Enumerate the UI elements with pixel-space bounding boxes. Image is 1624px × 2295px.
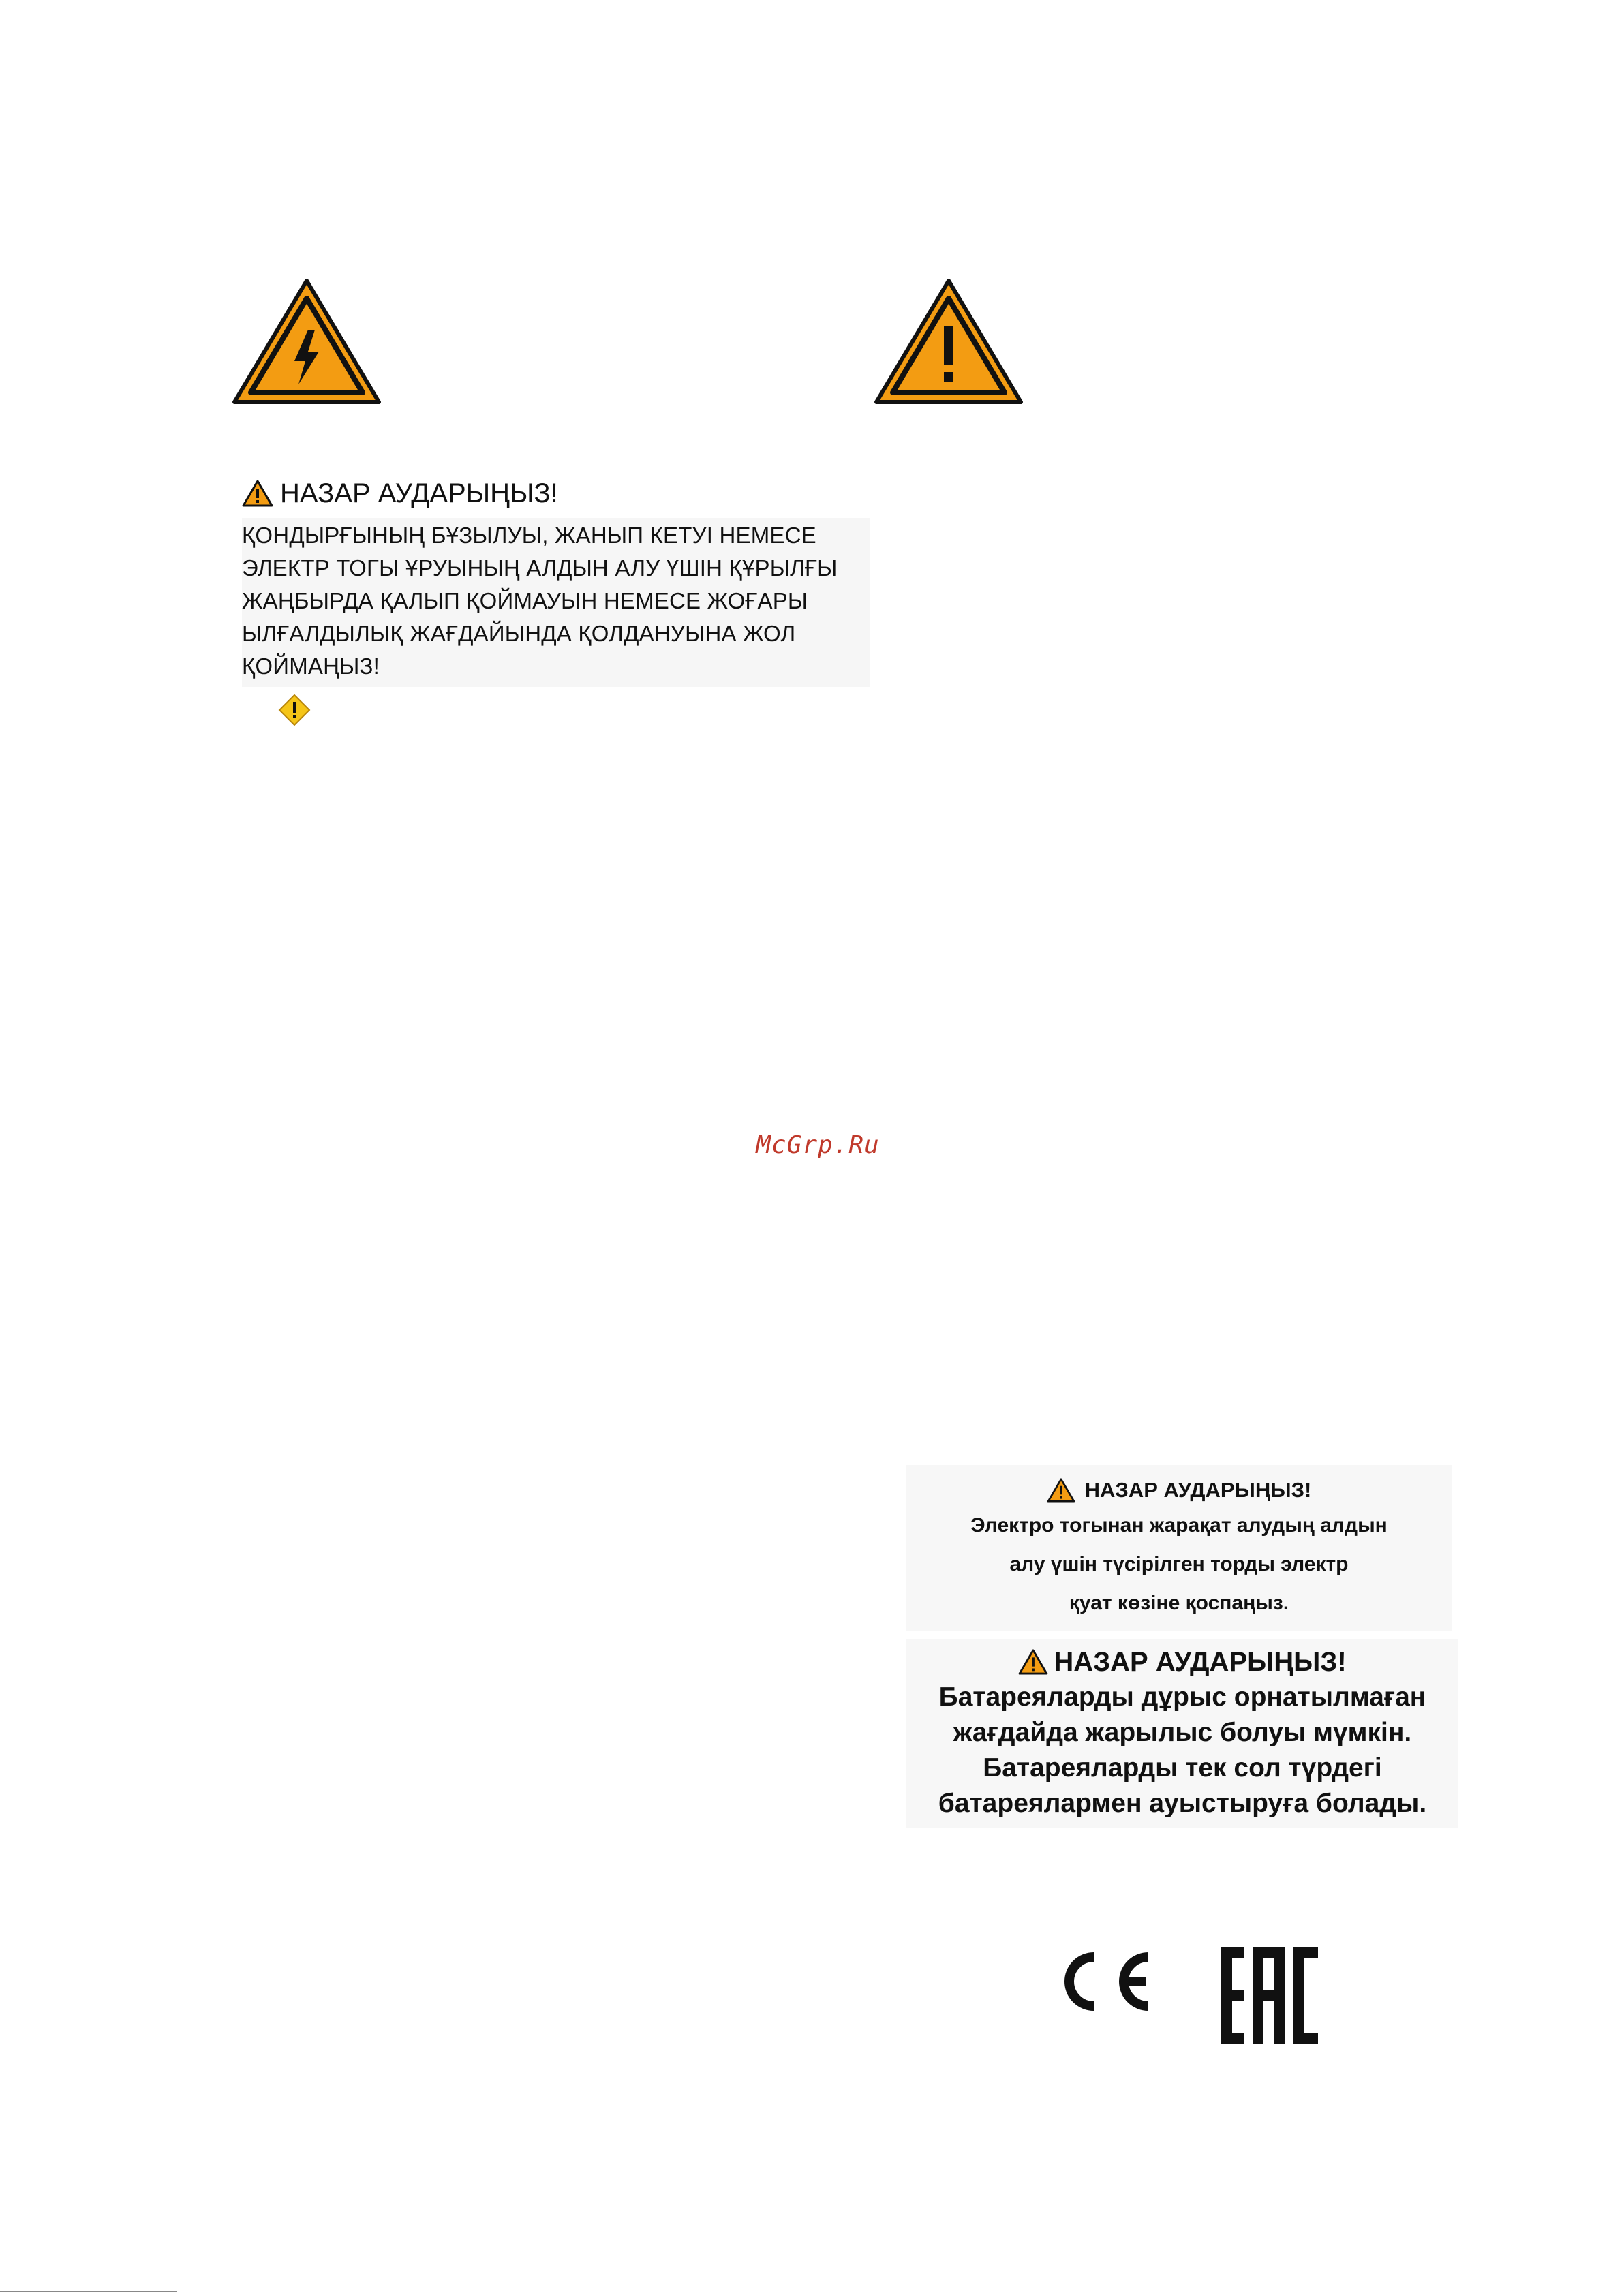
warning-title: НАЗАР АУДАРЫҢЫЗ! <box>280 478 558 508</box>
warning-block-rain <box>242 476 869 687</box>
warning-title: НАЗАР АУДАРЫҢЫЗ! <box>1054 1646 1347 1677</box>
warning-line: ЖАҢБЫРДА ҚАЛЫП ҚОЙМАУЫН НЕМЕСЕ ЖОҒАРЫ <box>242 588 808 613</box>
high-voltage-warning-icon <box>232 278 382 405</box>
warning-heading <box>906 1475 1452 1506</box>
warning-block-grid <box>906 1465 1452 1631</box>
warning-triangle-icon <box>1018 1649 1048 1675</box>
general-warning-icon <box>874 278 1024 405</box>
footer-rule <box>0 2291 177 2292</box>
warning-title: НАЗАР АУДАРЫҢЫЗ! <box>1084 1478 1312 1502</box>
watermark: McGrp.Ru <box>756 1131 880 1159</box>
warning-line: қуат көзіне қоспаңыз. <box>1069 1592 1289 1614</box>
warning-line: ЫЛҒАЛДЫЛЫҚ ЖАҒДАЙЫНДА ҚОЛДАНУЫНА ЖОЛ <box>242 621 796 646</box>
warning-line: Батареяларды дұрыс орнатылмаған <box>938 1682 1426 1712</box>
warning-line: Батареяларды тек сол түрдегі <box>983 1753 1382 1783</box>
caution-diamond-icon <box>278 694 311 730</box>
warning-line: жағдайда жарылыс болуы мүмкін. <box>953 1718 1412 1747</box>
warning-line: ҚОНДЫРҒЫНЫҢ БҰЗЫЛУЫ, ЖАНЫП КЕТУІ НЕМЕСЕ <box>242 523 816 548</box>
warning-line: Электро тогынан жарақат алудың алдын <box>970 1514 1388 1537</box>
warning-triangle-icon <box>242 480 273 507</box>
warning-line: ЭЛЕКТР ТОГЫ ҰРУЫНЫҢ АЛДЫН АЛУ ҮШІН ҚҰРЫЛҒЫ <box>242 555 838 581</box>
ce-mark <box>1046 1947 1155 2019</box>
warning-line: ҚОЙМАҢЫЗ! <box>242 653 380 679</box>
warning-heading <box>906 1644 1458 1680</box>
warning-triangle-icon <box>1047 1478 1075 1503</box>
warning-block-batteries <box>906 1639 1458 1828</box>
warning-heading <box>242 476 869 511</box>
warning-line: алу үшін түсірілген торды электр <box>1009 1553 1349 1575</box>
warning-line: батареялармен ауыстыруға болады. <box>938 1789 1427 1818</box>
eac-mark <box>1221 1947 1318 2048</box>
warning-text <box>242 518 870 687</box>
